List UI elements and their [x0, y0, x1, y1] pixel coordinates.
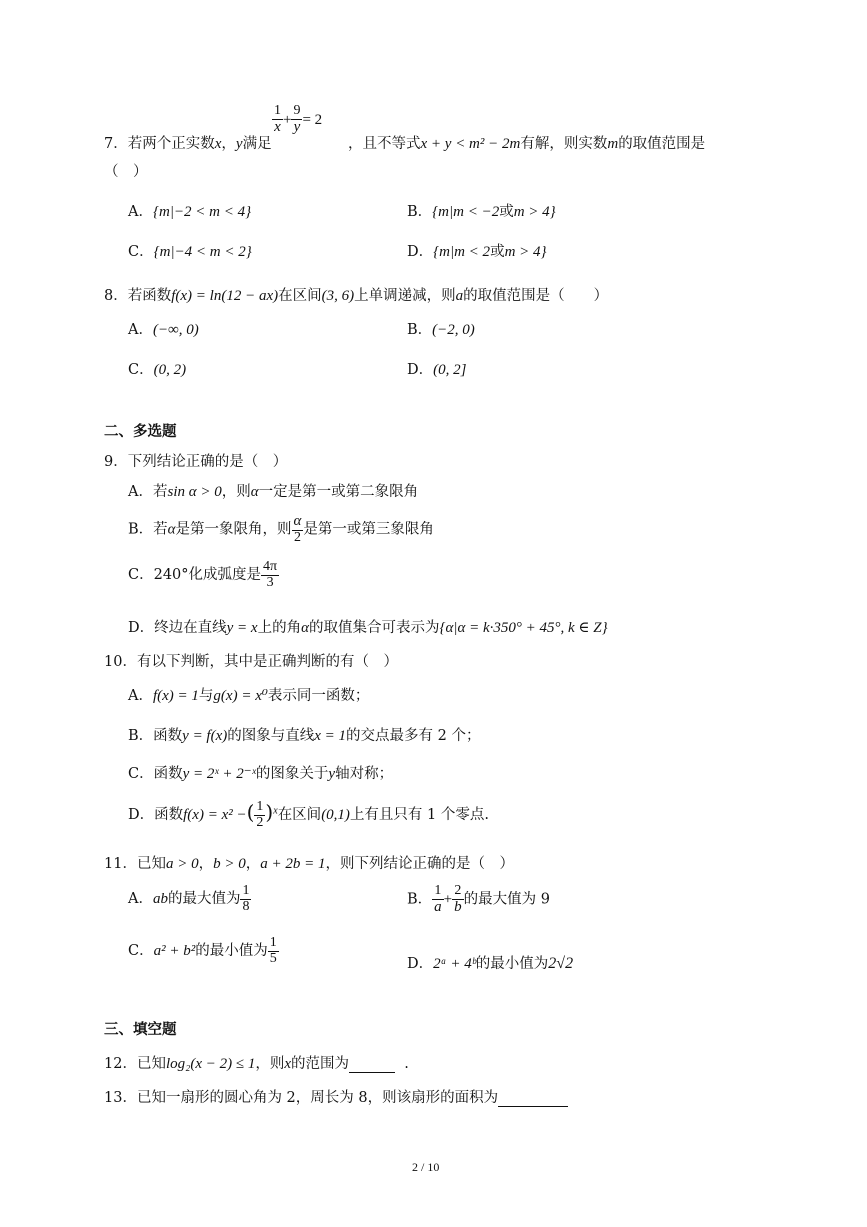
fraction: $\frac{1}{a}$: [434, 883, 442, 915]
q7-fraction-condition: $\frac{1}{x}$ + $\frac{9}{y}$ = 2: [274, 103, 323, 135]
q9-option-c: C．240°化成弧度是 $\frac{4\pi}{3}$: [128, 559, 278, 590]
answer-blank[interactable]: [498, 1090, 568, 1107]
fraction: $\frac{9}{y}$: [293, 103, 301, 135]
q10-option-b: B．函数y = f(x)的图象与直线x = 1的交点最多有 2 个；: [128, 728, 481, 744]
q10-option-d: D．函数f(x) = x² −( $\frac{1}{2}$ )$^x$在区间(0,1)上有且只有 1 个零点.: [128, 799, 489, 830]
q9-stem: 9．下列结论正确的是（ ）: [104, 454, 288, 470]
q9-option-d: D．终边在直线y = x上的角α的取值集合可表示为{α|α = k·350° + 45°, k ∈ Z}: [128, 620, 608, 636]
q11-option-d: D．2ᵃ + 4ᵇ的最小值为2√2: [407, 955, 574, 972]
section-heading-fill-in: 三、填空题: [104, 1022, 177, 1038]
q8-option-c: C．(0, 2): [128, 362, 187, 378]
q8-option-b: B．(−2, 0): [407, 322, 475, 338]
q11-option-a: A．ab的最大值为 $\frac{1}{8}$: [128, 883, 250, 914]
q9-option-b: B．若α是第一象限角，则 $\frac{\alpha}{2}$ 是第一或第三象限角: [128, 513, 434, 545]
q7-option-a: A．{m|−2 < m < 4}: [128, 204, 252, 220]
fraction: $\frac{\alpha}{2}$: [293, 513, 302, 545]
q7-stem: 7．若两个正实数x，y满足: [104, 136, 272, 152]
q7-option-c: C．{m|−4 < m < 2}: [128, 244, 252, 260]
fraction: $\frac{1}{2}$: [256, 799, 264, 830]
page-number: 2 / 10: [412, 1160, 440, 1174]
q10-option-c: C．函数y = 2ˣ + 2⁻ˣ的图象关于y轴对称；: [128, 766, 394, 782]
fraction: $\frac{2}{b}$: [454, 883, 462, 915]
q8-option-a: A．(−∞, 0): [128, 322, 199, 338]
fraction: $\frac{1}{5}$: [269, 935, 277, 966]
fraction: $\frac{1}{8}$: [242, 883, 250, 914]
q11-stem: 11．已知a > 0，b > 0，a + 2b = 1，则下列结论正确的是（ ）: [104, 856, 514, 872]
q12: 12．已知log₂(x − 2) ≤ 1，则x的范围为 .: [104, 1056, 409, 1072]
q8-option-d: D．(0, 2]: [407, 362, 467, 378]
q11-option-c: C．a² + b²的最小值为 $\frac{1}{5}$: [128, 935, 277, 966]
q10-option-a: A．f(x) = 1与g(x) = x⁰表示同一函数；: [128, 688, 370, 704]
answer-blank[interactable]: [349, 1056, 395, 1073]
q8-stem: 8．若函数f(x) = ln(12 − ax)在区间(3, 6)上单调递减，则a的取值范围是（ ）: [104, 288, 609, 304]
q7-option-d: D．{m|m < 2或m > 4}: [407, 244, 547, 260]
q7-option-b: B．{m|m < −2或m > 4}: [407, 204, 556, 220]
fraction: $\frac{4\pi}{3}$: [263, 559, 278, 590]
fraction: $\frac{1}{x}$: [274, 103, 281, 135]
q11-option-b: B． $\frac{1}{a}$ + $\frac{2}{b}$ 的最大值为 9: [407, 883, 550, 915]
q7-stem-cont: ，且不等式x + y < m² − 2m有解，则实数m的取值范围是: [348, 136, 706, 152]
section-heading-multiple-choice: 二、多选题: [104, 424, 177, 440]
q10-stem: 10．有以下判断，其中是正确判断的有（ ）: [104, 654, 398, 670]
q7-paren: （ ）: [104, 164, 148, 180]
q9-option-a: A．若sin α > 0，则α一定是第一或第二象限角: [128, 484, 419, 500]
q13: 13．已知一扇形的圆心角为 2，周长为 8，则该扇形的面积为: [104, 1086, 568, 1107]
